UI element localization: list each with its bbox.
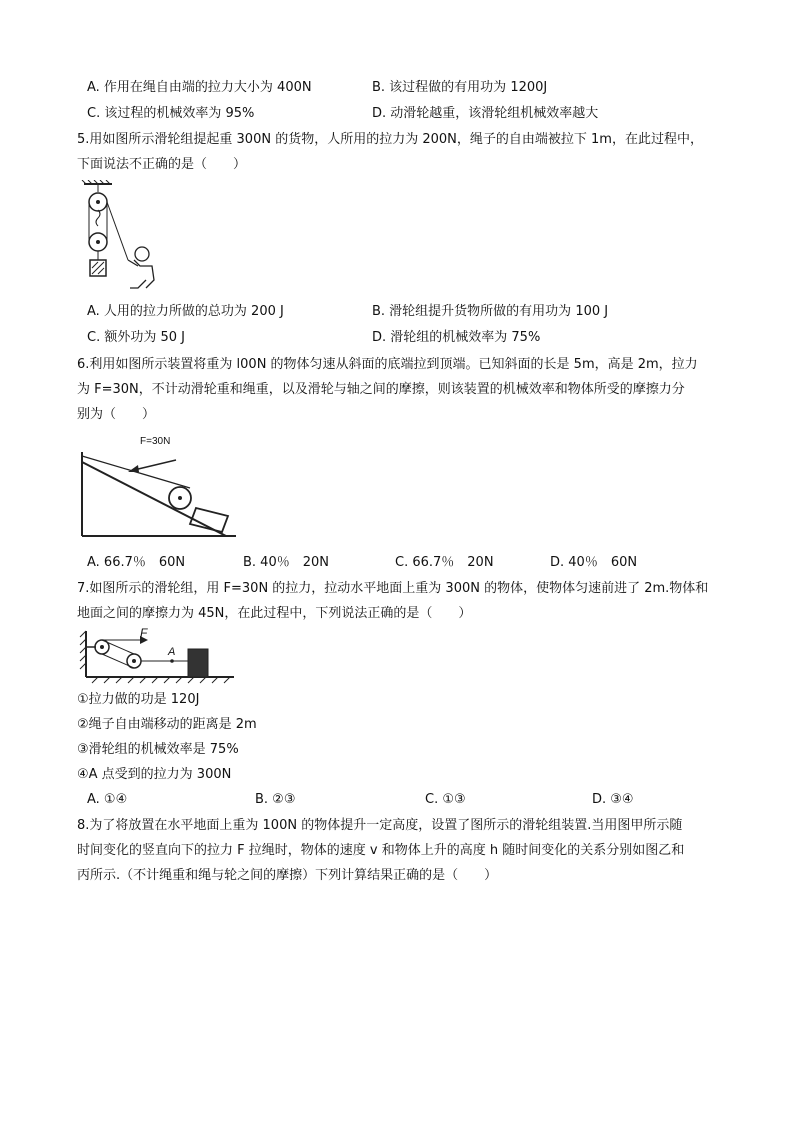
q5-option-a: A. 人用的拉力所做的总功为 200 J [87,304,284,319]
q7-statement-3: ③滑轮组的机械效率是 75% [77,742,239,757]
q6-option-c: C. 66.7％ 20N [395,555,494,570]
q5-option-b: B. 滑轮组提升货物所做的有用功为 100 J [372,304,609,319]
q8-stem-line2: 时间变化的竖直向下的拉力 F 拉绳时，物体的速度 v 和物体上升的高度 h 随时间变化的关系分别如图乙和 [77,843,685,858]
q7-stem-line2: 地面之间的摩擦力为 45N，在此过程中，下列说法正确的是（ ） [77,606,472,621]
q4-option-a: A. 作用在绳自由端的拉力大小为 400N [87,80,312,95]
q7-figure-label-f: F [140,627,148,640]
q7-statement-4: ④A 点受到的拉力为 300N [77,767,232,782]
q6-stem-line1: 6.利用如图所示装置将重为 l00N 的物体匀速从斜面的底端拉到顶端。已知斜面的长是 5m，高是 2m，拉力 [77,357,698,372]
q7-option-c: C. ①③ [425,792,466,807]
q7-option-d: D. ③④ [592,792,634,807]
q7-pulley-figure [78,627,238,689]
q5-stem-line1: 5.用如图所示滑轮组提起重 300N 的货物，人所用的拉力为 200N，绳子的自由端被拉下 1m，在此过程中， [77,132,703,147]
q6-option-d: D. 40％ 60N [550,555,638,570]
q4-option-d: D. 动滑轮越重，该滑轮组机械效率越大 [372,106,599,121]
q7-figure-label-a: A [168,646,176,658]
q6-option-b: B. 40％ 20N [243,555,329,570]
q7-statement-1: ①拉力做的功是 120J [77,692,200,707]
q5-option-d: D. 滑轮组的机械效率为 75% [372,330,541,345]
q7-option-b: B. ②③ [255,792,296,807]
q5-stem-line2: 下面说法不正确的是（ ） [77,157,247,172]
q5-option-c: C. 额外功为 50 J [87,330,185,345]
q6-stem-line2: 为 F=30N，不计动滑轮重和绳重，以及滑轮与轴之间的摩擦，则该装置的机械效率和物体所受的摩擦力分 [77,382,685,397]
q6-option-a: A. 66.7％ 60N [87,555,186,570]
q7-option-a: A. ①④ [87,792,128,807]
q8-stem-line3: 丙所示.（不计绳重和绳与轮之间的摩擦）下列计算结果正确的是（ ） [77,868,498,883]
q6-figure-force-label: F=30N [140,436,171,447]
q7-stem-line1: 7.如图所示的滑轮组，用 F=30N 的拉力，拉动水平地面上重为 300N 的物体，使物体匀速前进了 2m.物体和 [77,581,709,596]
q6-incline-figure [78,432,244,544]
q5-pulley-figure [80,180,160,296]
q4-option-c: C. 该过程的机械效率为 95% [87,106,255,121]
q7-statement-2: ②绳子自由端移动的距离是 2m [77,717,257,732]
q4-option-b: B. 该过程做的有用功为 1200J [372,80,548,95]
q6-stem-line3: 别为（ ） [77,407,156,422]
q8-stem-line1: 8.为了将放置在水平地面上重为 100N 的物体提升一定高度，设置了图所示的滑轮组装置.当用图甲所示随 [77,818,683,833]
